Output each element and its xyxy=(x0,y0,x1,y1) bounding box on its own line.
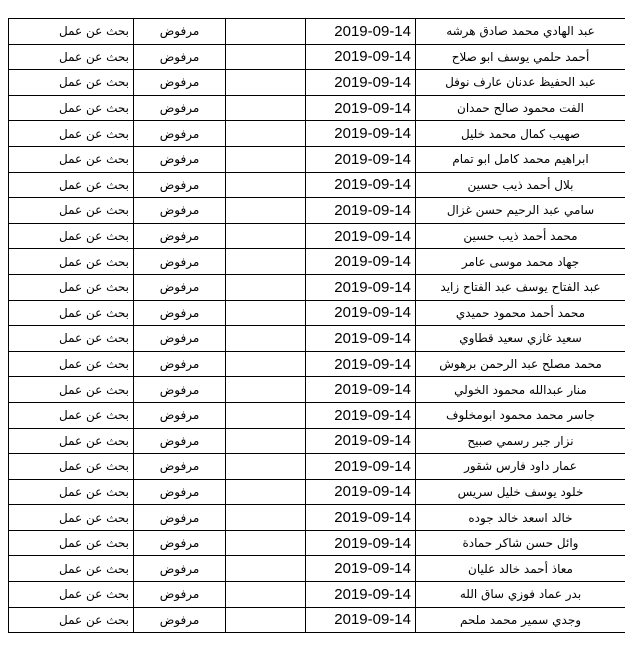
empty-cell xyxy=(226,351,306,377)
applicant-name-cell: أحمد حلمي يوسف ابو صلاح xyxy=(416,44,625,70)
date-cell: 2019-09-14 xyxy=(306,198,416,224)
date-cell: 2019-09-14 xyxy=(306,326,416,352)
records-table xyxy=(8,18,625,633)
reason-cell: بحث عن عمل xyxy=(9,351,134,377)
table-row xyxy=(9,479,625,505)
status-cell: مرفوض xyxy=(134,607,226,633)
date-cell: 2019-09-14 xyxy=(306,556,416,582)
reason-cell: بحث عن عمل xyxy=(9,172,134,198)
status-cell: مرفوض xyxy=(134,121,226,147)
empty-cell xyxy=(226,19,306,45)
date-cell: 2019-09-14 xyxy=(306,172,416,198)
table-row xyxy=(9,505,625,531)
date-cell: 2019-09-14 xyxy=(306,530,416,556)
empty-cell xyxy=(226,223,306,249)
empty-cell xyxy=(226,70,306,96)
applicant-name-cell: منار عبدالله محمود الخولي xyxy=(416,377,625,403)
empty-cell xyxy=(226,377,306,403)
table-row xyxy=(9,454,625,480)
table-row xyxy=(9,274,625,300)
table-row xyxy=(9,223,625,249)
table-row xyxy=(9,19,625,45)
applicant-name-cell: سعيد غازي سعيد قطاوي xyxy=(416,326,625,352)
applicant-name-cell: خالد اسعد خالد جوده xyxy=(416,505,625,531)
empty-cell xyxy=(226,454,306,480)
date-cell: 2019-09-14 xyxy=(306,351,416,377)
status-cell: مرفوض xyxy=(134,505,226,531)
date-cell: 2019-09-14 xyxy=(306,402,416,428)
reason-cell: بحث عن عمل xyxy=(9,274,134,300)
empty-cell xyxy=(226,95,306,121)
date-cell: 2019-09-14 xyxy=(306,44,416,70)
reason-cell: بحث عن عمل xyxy=(9,121,134,147)
applicant-name-cell: نزار جبر رسمي صبيح xyxy=(416,428,625,454)
applicant-name-cell: صهيب كمال محمد خليل xyxy=(416,121,625,147)
status-cell: مرفوض xyxy=(134,172,226,198)
empty-cell xyxy=(226,582,306,608)
applicant-name-cell: خلود يوسف خليل سريس xyxy=(416,479,625,505)
table-row xyxy=(9,70,625,96)
applicant-name-cell: الفت محمود صالح حمدان xyxy=(416,95,625,121)
status-cell: مرفوض xyxy=(134,351,226,377)
table-row xyxy=(9,402,625,428)
reason-cell: بحث عن عمل xyxy=(9,198,134,224)
date-cell: 2019-09-14 xyxy=(306,300,416,326)
applicant-name-cell: معاذ أحمد خالد عليان xyxy=(416,556,625,582)
table-row xyxy=(9,556,625,582)
empty-cell xyxy=(226,530,306,556)
empty-cell xyxy=(226,556,306,582)
reason-cell: بحث عن عمل xyxy=(9,428,134,454)
status-cell: مرفوض xyxy=(134,300,226,326)
reason-cell: بحث عن عمل xyxy=(9,300,134,326)
date-cell: 2019-09-14 xyxy=(306,95,416,121)
empty-cell xyxy=(226,146,306,172)
empty-cell xyxy=(226,607,306,633)
table-row xyxy=(9,95,625,121)
applicant-name-cell: عبد الحفيظ عدنان عارف نوفل xyxy=(416,70,625,96)
reason-cell: بحث عن عمل xyxy=(9,607,134,633)
empty-cell xyxy=(226,198,306,224)
date-cell: 2019-09-14 xyxy=(306,121,416,147)
reason-cell: بحث عن عمل xyxy=(9,44,134,70)
empty-cell xyxy=(226,402,306,428)
date-cell: 2019-09-14 xyxy=(306,607,416,633)
status-cell: مرفوض xyxy=(134,402,226,428)
table-row xyxy=(9,172,625,198)
date-cell: 2019-09-14 xyxy=(306,19,416,45)
date-cell: 2019-09-14 xyxy=(306,479,416,505)
status-cell: مرفوض xyxy=(134,556,226,582)
empty-cell xyxy=(226,505,306,531)
date-cell: 2019-09-14 xyxy=(306,454,416,480)
empty-cell xyxy=(226,249,306,275)
reason-cell: بحث عن عمل xyxy=(9,70,134,96)
status-cell: مرفوض xyxy=(134,326,226,352)
reason-cell: بحث عن عمل xyxy=(9,402,134,428)
empty-cell xyxy=(226,274,306,300)
date-cell: 2019-09-14 xyxy=(306,223,416,249)
table-row xyxy=(9,351,625,377)
table-row xyxy=(9,326,625,352)
empty-cell xyxy=(226,479,306,505)
applicant-name-cell: وجدي سمير محمد ملحم xyxy=(416,607,625,633)
empty-cell xyxy=(226,326,306,352)
reason-cell: بحث عن عمل xyxy=(9,505,134,531)
status-cell: مرفوض xyxy=(134,223,226,249)
table-row xyxy=(9,249,625,275)
reason-cell: بحث عن عمل xyxy=(9,377,134,403)
reason-cell: بحث عن عمل xyxy=(9,95,134,121)
status-cell: مرفوض xyxy=(134,454,226,480)
empty-cell xyxy=(226,428,306,454)
applicant-name-cell: جهاد محمد موسى عامر xyxy=(416,249,625,275)
status-cell: مرفوض xyxy=(134,274,226,300)
status-cell: مرفوض xyxy=(134,582,226,608)
status-cell: مرفوض xyxy=(134,146,226,172)
applicant-name-cell: سامي عبد الرحيم حسن غزال xyxy=(416,198,625,224)
reason-cell: بحث عن عمل xyxy=(9,249,134,275)
date-cell: 2019-09-14 xyxy=(306,428,416,454)
records-table-body xyxy=(9,19,625,633)
applicant-name-cell: عبد الفتاح يوسف عبد الفتاح زايد xyxy=(416,274,625,300)
empty-cell xyxy=(226,300,306,326)
applicant-name-cell: محمد أحمد ذيب حسين xyxy=(416,223,625,249)
status-cell: مرفوض xyxy=(134,479,226,505)
status-cell: مرفوض xyxy=(134,530,226,556)
reason-cell: بحث عن عمل xyxy=(9,19,134,45)
empty-cell xyxy=(226,44,306,70)
empty-cell xyxy=(226,172,306,198)
applicant-name-cell: وائل حسن شاكر حمادة xyxy=(416,530,625,556)
applicant-name-cell: محمد مصلح عبد الرحمن برهوش xyxy=(416,351,625,377)
table-row xyxy=(9,300,625,326)
applicant-name-cell: عبد الهادي محمد صادق هرشه xyxy=(416,19,625,45)
table-row xyxy=(9,44,625,70)
date-cell: 2019-09-14 xyxy=(306,377,416,403)
empty-cell xyxy=(226,121,306,147)
reason-cell: بحث عن عمل xyxy=(9,454,134,480)
table-row xyxy=(9,198,625,224)
date-cell: 2019-09-14 xyxy=(306,505,416,531)
status-cell: مرفوض xyxy=(134,198,226,224)
table-row xyxy=(9,121,625,147)
reason-cell: بحث عن عمل xyxy=(9,326,134,352)
reason-cell: بحث عن عمل xyxy=(9,556,134,582)
reason-cell: بحث عن عمل xyxy=(9,530,134,556)
status-cell: مرفوض xyxy=(134,70,226,96)
status-cell: مرفوض xyxy=(134,44,226,70)
table-row xyxy=(9,428,625,454)
reason-cell: بحث عن عمل xyxy=(9,223,134,249)
status-cell: مرفوض xyxy=(134,95,226,121)
status-cell: مرفوض xyxy=(134,377,226,403)
date-cell: 2019-09-14 xyxy=(306,582,416,608)
applicant-name-cell: جاسر محمد محمود ابومخلوف xyxy=(416,402,625,428)
date-cell: 2019-09-14 xyxy=(306,249,416,275)
reason-cell: بحث عن عمل xyxy=(9,582,134,608)
applicant-name-cell: ابراهيم محمد كامل ابو تمام xyxy=(416,146,625,172)
reason-cell: بحث عن عمل xyxy=(9,146,134,172)
table-row xyxy=(9,582,625,608)
applicant-name-cell: بلال أحمد ذيب حسين xyxy=(416,172,625,198)
reason-cell: بحث عن عمل xyxy=(9,479,134,505)
applicant-name-cell: عمار داود فارس شقور xyxy=(416,454,625,480)
status-cell: مرفوض xyxy=(134,249,226,275)
table-row xyxy=(9,607,625,633)
date-cell: 2019-09-14 xyxy=(306,146,416,172)
table-row xyxy=(9,146,625,172)
status-cell: مرفوض xyxy=(134,19,226,45)
date-cell: 2019-09-14 xyxy=(306,70,416,96)
status-cell: مرفوض xyxy=(134,428,226,454)
applicant-name-cell: محمد أحمد محمود حميدي xyxy=(416,300,625,326)
table-row xyxy=(9,377,625,403)
table-row xyxy=(9,530,625,556)
applicant-name-cell: بدر عماد فوزي ساق الله xyxy=(416,582,625,608)
date-cell: 2019-09-14 xyxy=(306,274,416,300)
